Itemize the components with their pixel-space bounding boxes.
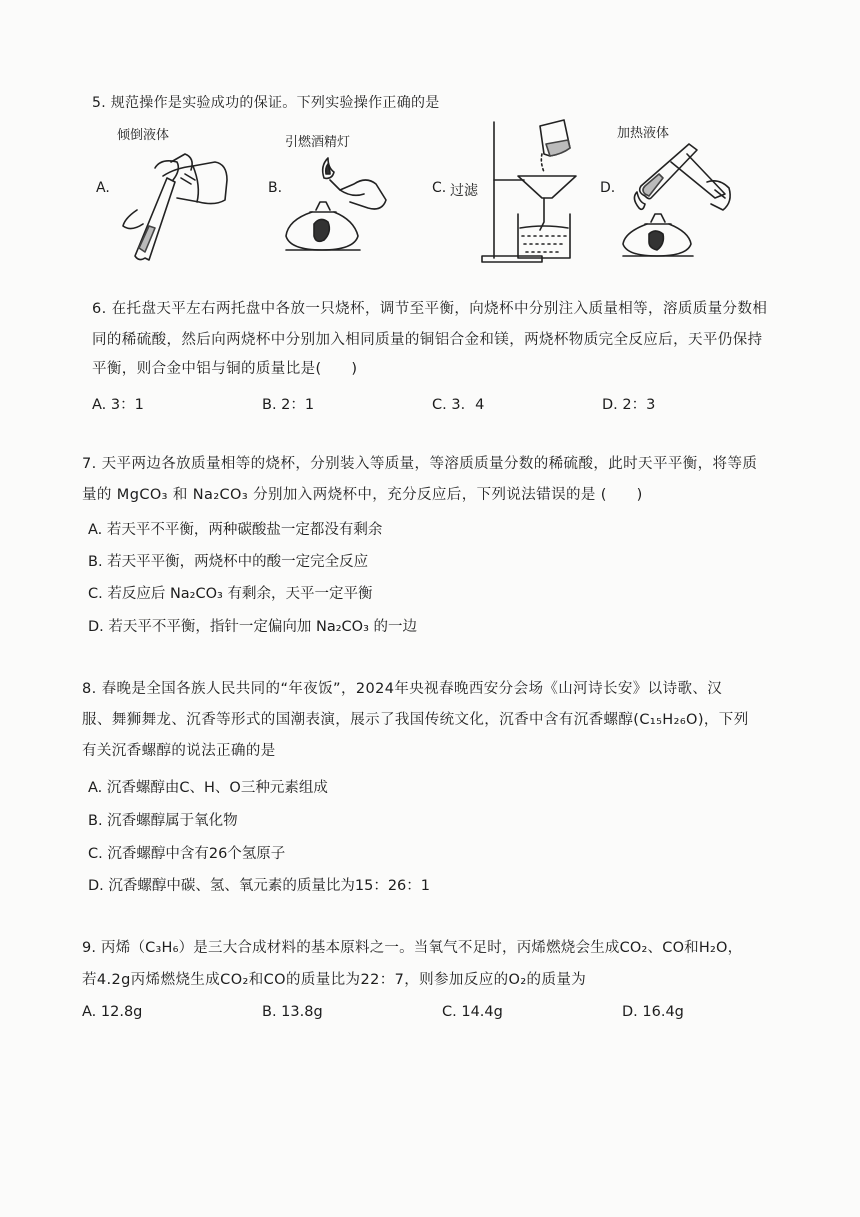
q9-option-d[interactable]: D. 16.4g [622, 1004, 684, 1020]
q6-line2: 同的稀硫酸，然后向两烧杯中分别加入相同质量的铜铝合金和镁，两烧杯物质完全反应后，天平仍保持 [92, 332, 763, 348]
q6-line1: 6. 在托盘天平左右两托盘中各放一只烧杯，调节至平衡，向烧杯中分别注入质量相等，溶质质量分数相 [92, 301, 768, 317]
q6-option-a[interactable]: A. 3：1 [92, 397, 144, 413]
filtration-icon [480, 118, 590, 268]
q9-line1: 9. 丙烯（C₃H₆）是三大合成材料的基本原料之一。当氧气不足时，丙烯燃烧会生成CO₂、CO和H₂O， [82, 940, 743, 956]
heat-liquid-icon [615, 138, 745, 268]
q6-option-d[interactable]: D. 2：3 [602, 397, 656, 413]
q8-line2: 服、舞狮舞龙、沉香等形式的国潮表演，展示了我国传统文化，沉香中含有沉香螺醇(C₁₅H₂₆O)，下列 [82, 712, 749, 728]
q7-line1: 7. 天平两边各放质量相等的烧杯，分别装入等质量，等溶质质量分数的稀硫酸，此时天平平衡，将等质 [82, 456, 758, 472]
q6-line3: 平衡，则合金中铝与铜的质量比是( ) [92, 361, 358, 377]
q9-option-a[interactable]: A. 12.8g [82, 1004, 143, 1020]
q5-d-letter[interactable]: D. [600, 180, 616, 196]
q8-option-c[interactable]: C. 沉香螺醇中含有26个氢原子 [88, 846, 286, 862]
q5-a-letter[interactable]: A. [96, 180, 110, 196]
q7-option-a[interactable]: A. 若天平不平衡，两种碳酸盐一定都没有剩余 [88, 522, 383, 538]
q7-line2: 量的 MgCO₃ 和 Na₂CO₃ 分别加入两烧杯中，充分反应后，下列说法错误的是 ( ) [82, 487, 643, 503]
q8-line3: 有关沉香螺醇的说法正确的是 [82, 743, 276, 759]
q8-option-d[interactable]: D. 沉香螺醇中碳、氢、氧元素的质量比为15：26：1 [88, 878, 431, 894]
q8-option-b[interactable]: B. 沉香螺醇属于氧化物 [88, 813, 238, 829]
q6-option-c[interactable]: C. 3．4 [432, 397, 485, 413]
q5-stem: 5. 规范操作是实验成功的保证。下列实验操作正确的是 [92, 95, 440, 111]
light-alcohol-lamp-icon [280, 150, 395, 260]
q7-option-b[interactable]: B. 若天平平衡，两烧杯中的酸一定完全反应 [88, 554, 369, 570]
q6-option-b[interactable]: B. 2：1 [262, 397, 315, 413]
q5-d-label: 加热液体 [617, 126, 670, 141]
q7-option-d[interactable]: D. 若天平不平衡，指针一定偏向加 Na₂CO₃ 的一边 [88, 619, 417, 635]
q5-b-label: 引燃酒精灯 [285, 135, 351, 150]
q9-option-c[interactable]: C. 14.4g [442, 1004, 503, 1020]
q8-option-a[interactable]: A. 沉香螺醇由C、H、O三种元素组成 [88, 780, 328, 796]
q9-option-b[interactable]: B. 13.8g [262, 1004, 323, 1020]
q5-c-letter[interactable]: C. [432, 180, 447, 196]
q9-line2: 若4.2g丙烯燃烧生成CO₂和CO的质量比为22：7，则参加反应的O₂的质量为 [82, 972, 587, 988]
pour-liquid-icon [115, 140, 245, 265]
q5-b-letter[interactable]: B. [268, 180, 283, 196]
q5-c-label: 过滤 [450, 183, 478, 199]
q8-line1: 8. 春晚是全国各族人民共同的“年夜饭”，2024年央视春晚西安分会场《山河诗长安》以诗歌、汉 [82, 681, 723, 697]
q5-a-label: 倾倒液体 [117, 128, 170, 143]
q7-option-c[interactable]: C. 若反应后 Na₂CO₃ 有剩余，天平一定平衡 [88, 586, 373, 602]
